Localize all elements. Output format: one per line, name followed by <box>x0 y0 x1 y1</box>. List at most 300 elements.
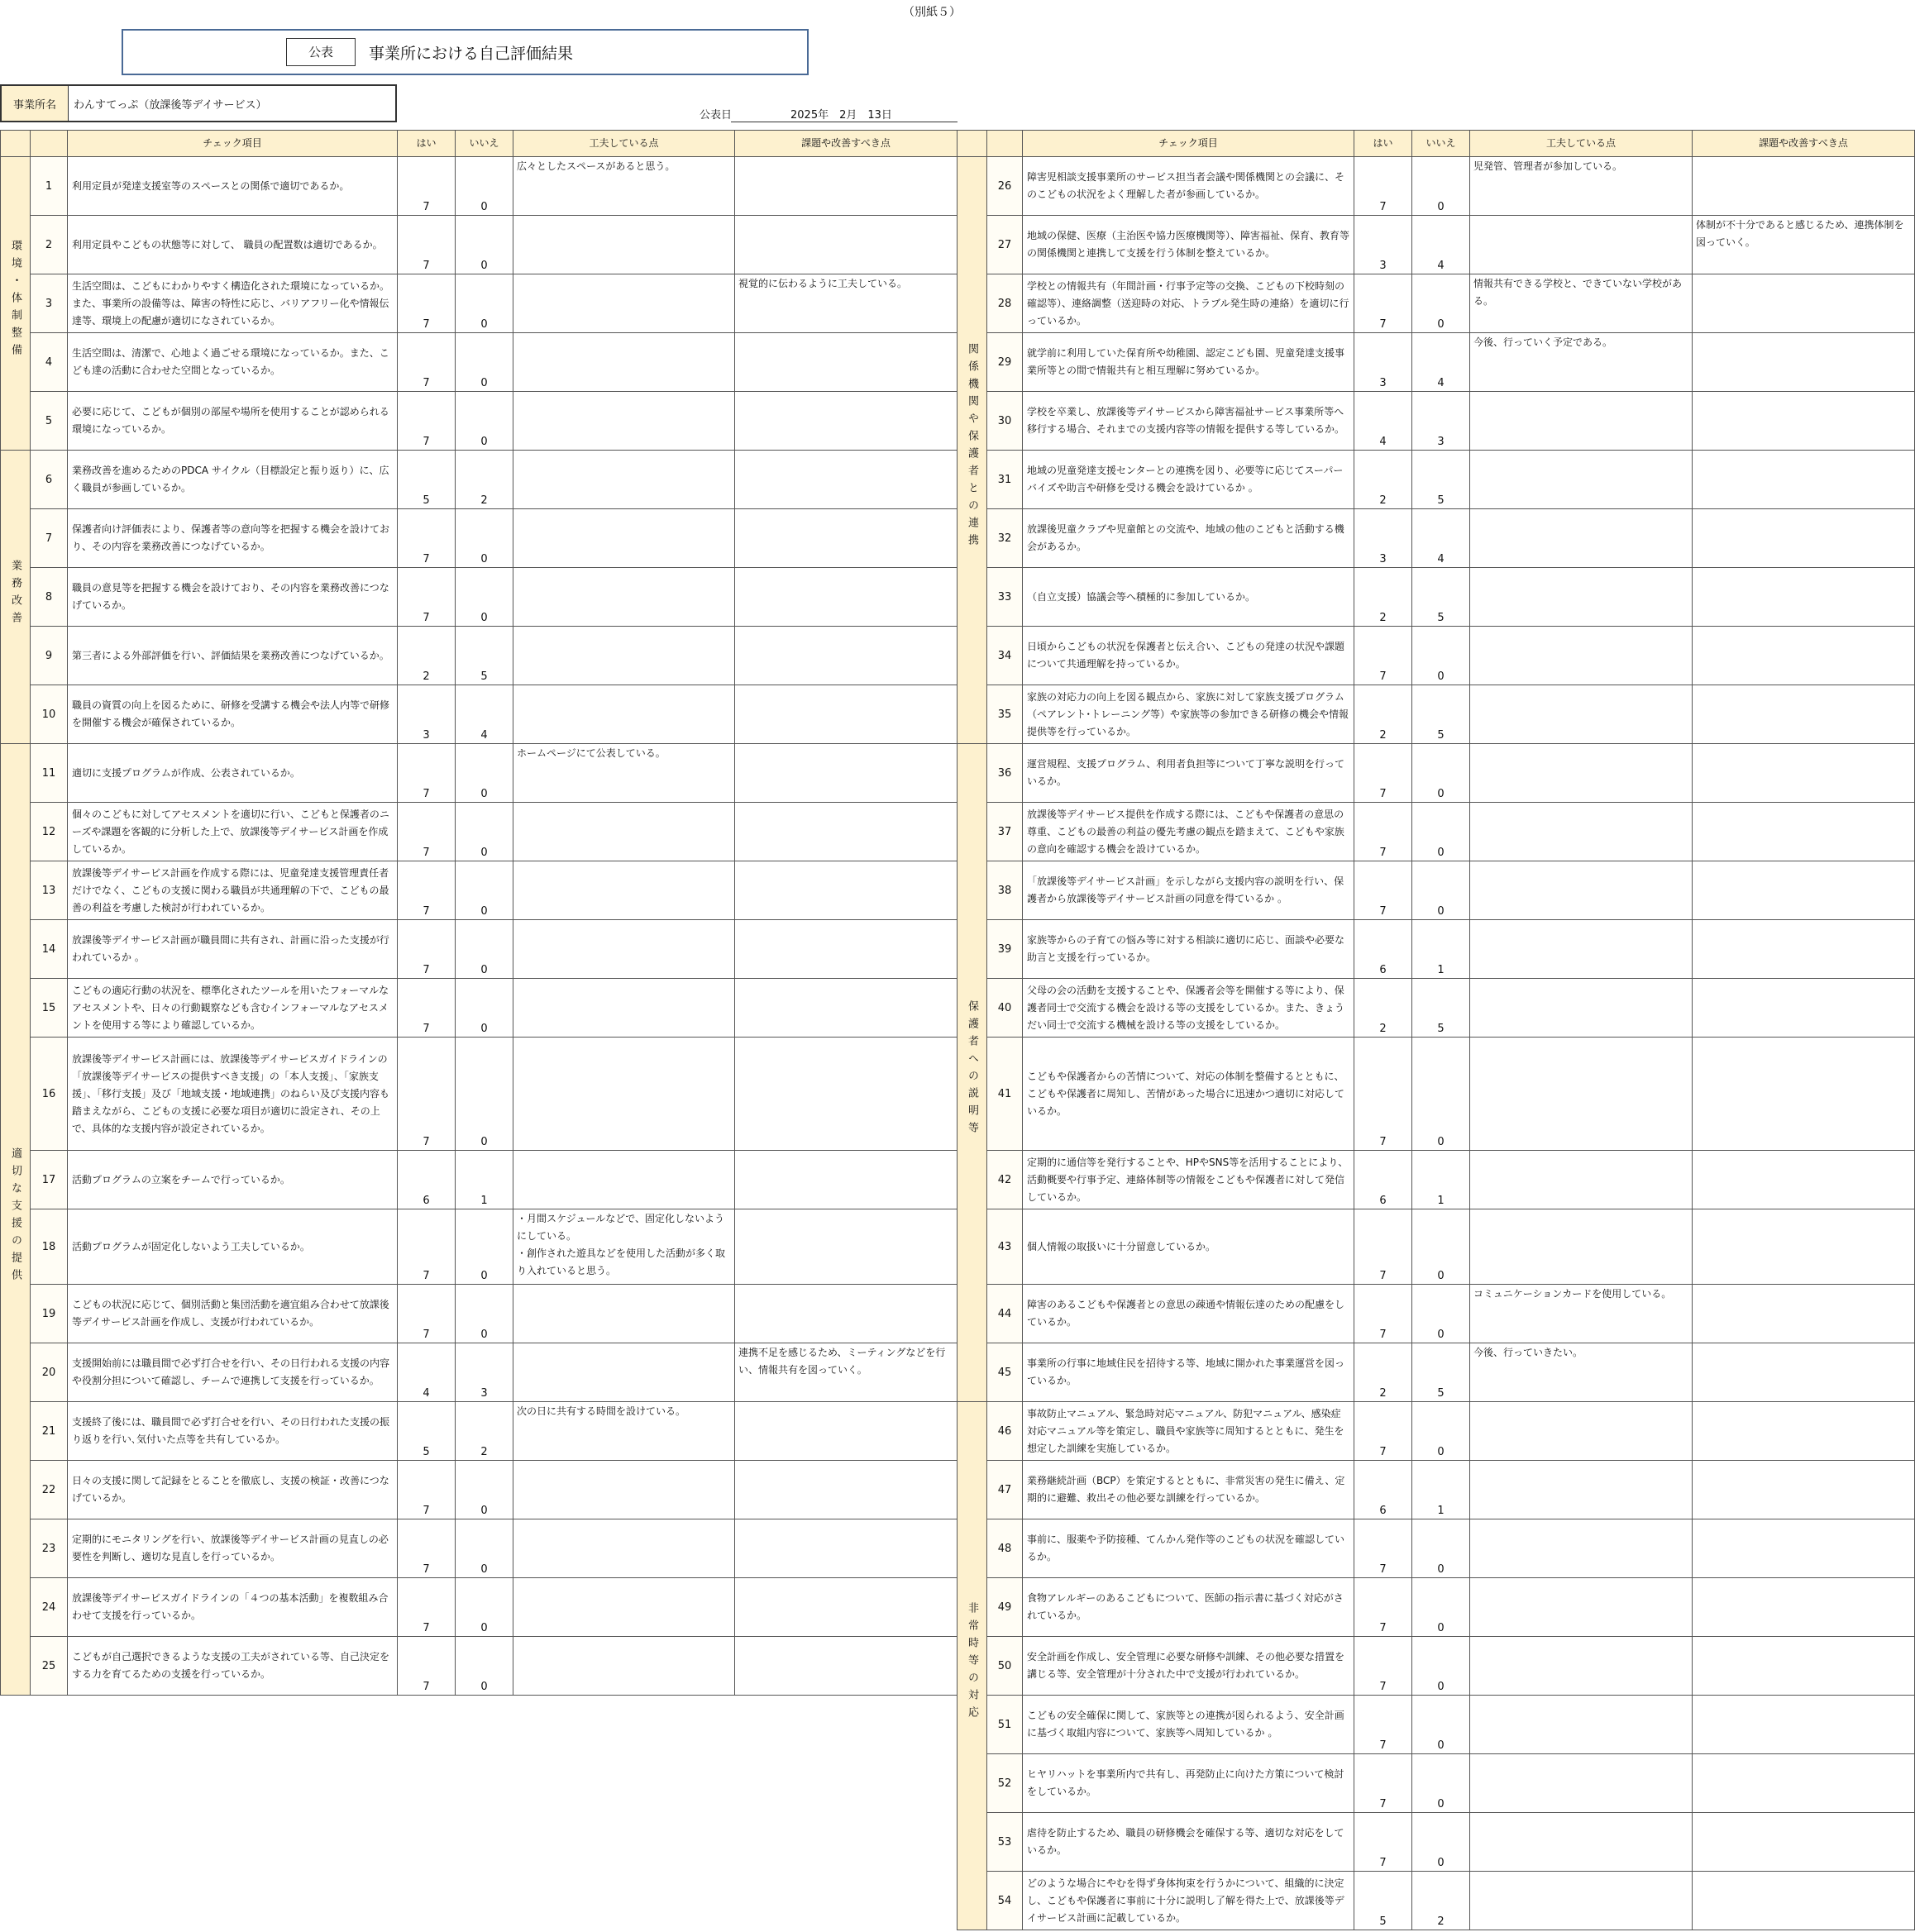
item-number: 14 <box>31 920 68 979</box>
yes-count: 7 <box>1354 744 1412 803</box>
yes-count: 7 <box>398 1209 456 1285</box>
good-point-note <box>1470 216 1693 274</box>
good-point-note <box>513 1519 735 1578</box>
issue-note <box>1693 1813 1915 1872</box>
yes-count: 7 <box>1354 157 1412 216</box>
yes-count: 7 <box>398 509 456 568</box>
good-point-note <box>1470 568 1693 627</box>
item-number: 45 <box>987 1343 1023 1402</box>
good-point-note <box>513 920 735 979</box>
check-item-text: 生活空間は、清潔で、心地よく過ごせる環境になっているか。また、こども達の活動に合わせた空間となっているか。 <box>68 333 398 392</box>
issue-note <box>1693 685 1915 744</box>
yes-count: 2 <box>1354 1343 1412 1402</box>
check-item-text: 活動プログラムが固定化しないよう工夫しているか。 <box>68 1209 398 1285</box>
item-number: 4 <box>31 333 68 392</box>
no-count: 0 <box>456 1461 513 1519</box>
item-number: 37 <box>987 803 1023 861</box>
check-item-text: こどもや保護者からの苦情について、対応の体制を整備するとともに、こどもや保護者に周知し、苦情があった場合に迅速かつ適切に対応しているか。 <box>1023 1038 1354 1151</box>
table-row <box>1 1637 958 1696</box>
check-item-text: 個々のこどもに対してアセスメントを適切に行い、こどもと保護者のニーズや課題を客観的に分析した上で、放課後等デイサービス計画を作成しているか。 <box>68 803 398 861</box>
check-item-text: 活動プログラムの立案をチームで行っているか。 <box>68 1151 398 1209</box>
no-count: 4 <box>1412 216 1470 274</box>
good-point-note <box>513 333 735 392</box>
no-count: 0 <box>456 1637 513 1696</box>
issue-note <box>1693 627 1915 685</box>
issue-note <box>735 744 958 803</box>
issue-note <box>735 685 958 744</box>
yes-count: 6 <box>1354 1461 1412 1519</box>
check-item-text: 定期的に通信等を発行することや、HPやSNS等を活用することにより、活動概要や行事予定、連絡体制等の情報をこどもや保護者に対して発信しているか。 <box>1023 1151 1354 1209</box>
issue-note <box>1693 979 1915 1038</box>
item-number: 52 <box>987 1754 1023 1813</box>
page-title: 事業所における自己評価結果 <box>369 45 574 63</box>
no-count: 0 <box>456 392 513 451</box>
table-row <box>1 451 958 509</box>
no-count: 0 <box>1412 627 1470 685</box>
no-count: 0 <box>456 274 513 333</box>
check-item-text: 父母の会の活動を支援することや、保護者会等を開催する等により、保護者同士で交流する機会を設ける等の支援をしているか。また、きょうだい同士で交流する機械を設ける等の支援をしているか。 <box>1023 979 1354 1038</box>
check-item-text: こどもの安全確保に関して、家族等との連携が図られるよう、安全計画に基づく取組内容について、家族等へ周知しているか 。 <box>1023 1696 1354 1754</box>
check-item-text: 適切に支援プログラムが作成、公表されているか。 <box>68 744 398 803</box>
issue-note <box>1693 1872 1915 1930</box>
item-number: 23 <box>31 1519 68 1578</box>
yes-count: 7 <box>398 803 456 861</box>
issue-note <box>1693 1151 1915 1209</box>
good-point-note: コミュニケーションカードを使用している。 <box>1470 1285 1693 1343</box>
no-count: 4 <box>1412 333 1470 392</box>
item-number: 50 <box>987 1637 1023 1696</box>
item-number: 8 <box>31 568 68 627</box>
item-number: 28 <box>987 274 1023 333</box>
no-count: 0 <box>456 1285 513 1343</box>
issue-note <box>1693 1754 1915 1813</box>
item-number: 26 <box>987 157 1023 216</box>
check-item-text: 障害児相談支援事業所のサービス担当者会議や関係機関との会議に、そのこどもの状況をよく理解した者が参画しているか。 <box>1023 157 1354 216</box>
yes-count: 7 <box>398 216 456 274</box>
yes-count: 6 <box>1354 920 1412 979</box>
table-row <box>1 1578 958 1637</box>
table-row <box>958 1038 1915 1151</box>
header-check-item: チェック項目 <box>1023 131 1354 157</box>
header-no: いいえ <box>456 131 513 157</box>
check-item-text: 保護者向け評価表により、保護者等の意向等を把握する機会を設けており、その内容を業務改善につなげているか。 <box>68 509 398 568</box>
yes-count: 7 <box>1354 1754 1412 1813</box>
item-number: 5 <box>31 392 68 451</box>
good-point-note <box>513 392 735 451</box>
category-label: 業務改善 <box>9 559 21 629</box>
issue-note <box>735 1637 958 1696</box>
yes-count: 7 <box>398 744 456 803</box>
table-row <box>958 568 1915 627</box>
item-number: 32 <box>987 509 1023 568</box>
no-count: 0 <box>1412 861 1470 920</box>
yes-count: 7 <box>1354 1578 1412 1637</box>
check-item-text: 日々の支援に関して記録をとることを徹底し、支援の検証・改善につなげているか。 <box>68 1461 398 1519</box>
check-item-text: こどもの状況に応じて、個別活動と集団活動を適宜組み合わせて放課後等デイサービス計画を作成し、支援が行われているか。 <box>68 1285 398 1343</box>
table-row <box>958 1519 1915 1578</box>
item-number: 24 <box>31 1578 68 1637</box>
issue-note <box>735 157 958 216</box>
issue-note <box>735 1461 958 1519</box>
item-number: 31 <box>987 451 1023 509</box>
issue-note <box>735 1402 958 1461</box>
issue-note <box>735 333 958 392</box>
item-number: 7 <box>31 509 68 568</box>
check-item-text: 生活空間は、こどもにわかりやすく構造化された環境になっているか。また、事業所の設備等は、障害の特性に応じ、バリアフリー化や情報伝達等、環境上の配慮が適切になされているか。 <box>68 274 398 333</box>
table-row <box>958 1578 1915 1637</box>
table-row <box>1 1343 958 1402</box>
good-point-note <box>1470 1637 1693 1696</box>
no-count: 1 <box>1412 920 1470 979</box>
issue-note <box>735 1578 958 1637</box>
category-label: 関係機関や保護者との連携 <box>966 343 978 551</box>
good-point-note <box>1470 1578 1693 1637</box>
good-point-note <box>513 568 735 627</box>
good-point-note <box>1470 920 1693 979</box>
issue-note <box>1693 1519 1915 1578</box>
check-item-text: 放課後等デイサービス計画が職員間に共有され、計画に沿った支援が行われているか 。 <box>68 920 398 979</box>
table-row <box>958 333 1915 392</box>
check-item-text: 放課後等デイサービス計画には、放課後等デイサービスガイドラインの「放課後等デイサービスの提供すべき支援」の「本人支援」、「家族支援」、「移行支援」及び「地域支援・地域連携」のねらい及び支援内容も踏まえながら、こどもの支援に必要な項目が適切に設定され、その上で、具体的な支援内容が設定されているか。 <box>68 1038 398 1151</box>
table-row <box>958 861 1915 920</box>
header-issues: 課題や改善すべき点 <box>1693 131 1915 157</box>
table-row <box>958 627 1915 685</box>
yes-count: 7 <box>398 979 456 1038</box>
good-point-note: 児発管、管理者が参加している。 <box>1470 157 1693 216</box>
item-number: 46 <box>987 1402 1023 1461</box>
issue-note: 視覚的に伝わるように工夫している。 <box>735 274 958 333</box>
yes-count: 7 <box>398 861 456 920</box>
good-point-note: ・月間スケジュールなどで、固定化しないようにしている。 ・創作された遊具などを使用した活動が多く取り入れていると思う。 <box>513 1209 735 1285</box>
good-point-note <box>513 685 735 744</box>
check-item-text: 放課後等デイサービス計画を作成する際には、児童発達支援管理責任者だけでなく、こどもの支援に関わる職員が共通理解の下で、こどもの最善の利益を考慮した検討が行われているか。 <box>68 861 398 920</box>
yes-count: 7 <box>398 1637 456 1696</box>
yes-count: 5 <box>398 451 456 509</box>
header-category <box>1 131 31 157</box>
good-point-note <box>1470 979 1693 1038</box>
header-good-points: 工夫している点 <box>1470 131 1693 157</box>
item-number: 27 <box>987 216 1023 274</box>
table-row <box>1 861 958 920</box>
publication-badge: 公表 <box>286 38 356 66</box>
table-row <box>1 979 958 1038</box>
no-count: 0 <box>456 979 513 1038</box>
table-row <box>1 157 958 216</box>
good-point-note <box>513 627 735 685</box>
no-count: 0 <box>456 803 513 861</box>
no-count: 0 <box>1412 1402 1470 1461</box>
yes-count: 7 <box>1354 1402 1412 1461</box>
good-point-note <box>513 861 735 920</box>
no-count: 0 <box>456 568 513 627</box>
check-item-text: 職員の資質の向上を図るために、研修を受講する機会や法人内等で研修を開催する機会が確保されているか。 <box>68 685 398 744</box>
yes-count: 7 <box>398 1285 456 1343</box>
issue-note <box>735 1209 958 1285</box>
check-item-text: 第三者による外部評価を行い、評価結果を業務改善につなげているか。 <box>68 627 398 685</box>
no-count: 4 <box>456 685 513 744</box>
table-row <box>958 1813 1915 1872</box>
good-point-note <box>1470 685 1693 744</box>
item-number: 34 <box>987 627 1023 685</box>
yes-count: 7 <box>398 1519 456 1578</box>
check-item-text: 利用定員が発達支援室等のスペースとの関係で適切であるか。 <box>68 157 398 216</box>
issue-note <box>735 1519 958 1578</box>
header-number <box>987 131 1023 157</box>
good-point-note <box>513 274 735 333</box>
issue-note <box>1693 392 1915 451</box>
item-number: 39 <box>987 920 1023 979</box>
item-number: 17 <box>31 1151 68 1209</box>
issue-note <box>1693 1637 1915 1696</box>
issue-note <box>735 568 958 627</box>
good-point-note <box>513 803 735 861</box>
header-row <box>958 131 1915 157</box>
issue-note <box>1693 1343 1915 1402</box>
issue-note <box>735 216 958 274</box>
no-count: 5 <box>1412 685 1470 744</box>
table-row <box>1 274 958 333</box>
yes-count: 7 <box>398 157 456 216</box>
issue-note <box>1693 803 1915 861</box>
table-row <box>1 1038 958 1151</box>
check-item-text: 障害のあるこどもや保護者との意思の疎通や情報伝達のための配慮をしているか。 <box>1023 1285 1354 1343</box>
check-item-text: 安全計画を作成し、安全管理に必要な研修や訓練、その他必要な措置を講じる等、安全管理が十分された中で支援が行われているか。 <box>1023 1637 1354 1696</box>
table-row <box>958 1696 1915 1754</box>
good-point-note <box>513 1461 735 1519</box>
no-count: 0 <box>456 157 513 216</box>
issue-note <box>735 920 958 979</box>
table-row <box>1 685 958 744</box>
issue-note <box>735 1285 958 1343</box>
yes-count: 4 <box>1354 392 1412 451</box>
item-number: 44 <box>987 1285 1023 1343</box>
check-item-text: 地域の保健、医療（主治医や協力医療機関等）、障害福祉、保育、教育等の関係機関と連携して支援を行う体制を整えているか。 <box>1023 216 1354 274</box>
issue-note <box>1693 451 1915 509</box>
good-point-note <box>513 1343 735 1402</box>
table-row <box>958 979 1915 1038</box>
item-number: 9 <box>31 627 68 685</box>
item-number: 33 <box>987 568 1023 627</box>
no-count: 0 <box>1412 1038 1470 1151</box>
good-point-note <box>1470 1519 1693 1578</box>
issue-note <box>735 803 958 861</box>
check-item-text: 学校との情報共有（年間計画・行事予定等の交換、こどもの下校時刻の確認等）、連絡調整（送迎時の対応、トラブル発生時の連絡）を適切に行っているか。 <box>1023 274 1354 333</box>
yes-count: 5 <box>1354 1872 1412 1930</box>
good-point-note <box>1470 1209 1693 1285</box>
yes-count: 7 <box>1354 1209 1412 1285</box>
item-number: 53 <box>987 1813 1023 1872</box>
office-box <box>0 84 397 122</box>
no-count: 0 <box>456 1519 513 1578</box>
table-row <box>958 1754 1915 1813</box>
yes-count: 7 <box>398 1461 456 1519</box>
good-point-note <box>513 216 735 274</box>
check-item-text: こどもが自己選択できるような支援の工夫がされている等、自己決定をする力を育てるための支援を行っているか。 <box>68 1637 398 1696</box>
good-point-note <box>513 1038 735 1151</box>
yes-count: 2 <box>398 627 456 685</box>
item-number: 15 <box>31 979 68 1038</box>
check-item-text: 支援終了後には、職員間で必ず打合せを行い、その日行われた支援の振り返りを行い､気付いた点等を共有しているか。 <box>68 1402 398 1461</box>
table-row <box>958 1461 1915 1519</box>
good-point-note <box>1470 451 1693 509</box>
no-count: 0 <box>1412 1285 1470 1343</box>
yes-count: 7 <box>398 274 456 333</box>
issue-note <box>1693 1209 1915 1285</box>
check-item-text: 利用定員やこどもの状態等に対して、 職員の配置数は適切であるか。 <box>68 216 398 274</box>
table-row <box>1 803 958 861</box>
issue-note <box>1693 509 1915 568</box>
check-item-text: ヒヤリハットを事業所内で共有し、再発防止に向けた方策について検討をしているか。 <box>1023 1754 1354 1813</box>
check-item-text: 日頃からこどもの状況を保護者と伝え合い、こどもの発達の状況や課題について共通理解を持っているか。 <box>1023 627 1354 685</box>
no-count: 0 <box>1412 803 1470 861</box>
yes-count: 7 <box>398 568 456 627</box>
item-number: 43 <box>987 1209 1023 1285</box>
item-number: 19 <box>31 1285 68 1343</box>
check-item-text: 放課後等デイサービス提供を作成する際には、こどもや保護者の意思の尊重、こどもの最善の利益の優先考慮の観点を踏まえて、こどもや家族の意向を確認する機会を設けているか。 <box>1023 803 1354 861</box>
issue-note <box>1693 1696 1915 1754</box>
check-item-text: 食物アレルギーのあるこどもについて、医師の指示書に基づく対応がされているか。 <box>1023 1578 1354 1637</box>
check-item-text: こどもの適応行動の状況を、標準化されたツールを用いたフォーマルなアセスメントや、日々の行動観察なども含むインフォーマルなアセスメントを使用する等により確認しているか。 <box>68 979 398 1038</box>
no-count: 2 <box>456 451 513 509</box>
table-row <box>958 451 1915 509</box>
good-point-note <box>1470 1872 1693 1930</box>
issue-note <box>735 451 958 509</box>
good-point-note <box>513 1578 735 1637</box>
item-number: 18 <box>31 1209 68 1285</box>
item-number: 2 <box>31 216 68 274</box>
yes-count: 3 <box>1354 216 1412 274</box>
yes-count: 2 <box>1354 451 1412 509</box>
no-count: 0 <box>1412 157 1470 216</box>
category-cell <box>1 451 31 744</box>
issue-note <box>735 509 958 568</box>
yes-count: 7 <box>1354 861 1412 920</box>
yes-count: 3 <box>1354 333 1412 392</box>
check-item-text: 職員の意見等を把握する機会を設けており、その内容を業務改善につなげているか。 <box>68 568 398 627</box>
header-number <box>31 131 68 157</box>
category-label: 適切な支援の提供 <box>9 1147 21 1286</box>
good-point-note <box>513 979 735 1038</box>
good-point-note <box>1470 1754 1693 1813</box>
header-category <box>958 131 987 157</box>
check-item-text: 個人情報の取扱いに十分留意しているか。 <box>1023 1209 1354 1285</box>
good-point-note <box>1470 744 1693 803</box>
good-point-note <box>1470 1461 1693 1519</box>
table-row <box>958 392 1915 451</box>
publication-date: 2025年 2月 13日 <box>790 109 892 122</box>
check-item-text: 放課後児童クラブや児童館との交流や、地域の他のこどもと活動する機会があるか。 <box>1023 509 1354 568</box>
good-point-note <box>1470 1696 1693 1754</box>
table-row <box>1 1519 958 1578</box>
yes-count: 2 <box>1354 979 1412 1038</box>
check-item-text: 家族等からの子育ての悩み等に対する相談に適切に応じ、面談や必要な助言と支援を行っているか。 <box>1023 920 1354 979</box>
item-number: 16 <box>31 1038 68 1151</box>
issue-note <box>735 861 958 920</box>
header-yes: はい <box>398 131 456 157</box>
category-cell <box>1 157 31 451</box>
issue-note <box>735 1151 958 1209</box>
no-count: 0 <box>1412 1578 1470 1637</box>
good-point-note <box>1470 1813 1693 1872</box>
no-count: 0 <box>456 1038 513 1151</box>
table-row <box>958 920 1915 979</box>
category-label: 環境・体制整備 <box>9 240 21 361</box>
table-row <box>958 685 1915 744</box>
good-point-note <box>1470 861 1693 920</box>
yes-count: 6 <box>398 1151 456 1209</box>
no-count: 1 <box>456 1151 513 1209</box>
check-item-text: 事故防止マニュアル、緊急時対応マニュアル、防犯マニュアル、感染症対応マニュアル等を策定し、職員や家族等に周知するとともに、発生を想定した訓練を実施しているか。 <box>1023 1402 1354 1461</box>
yes-count: 2 <box>1354 568 1412 627</box>
yes-count: 5 <box>398 1402 456 1461</box>
table-row <box>1 333 958 392</box>
no-count: 3 <box>1412 392 1470 451</box>
yes-count: 7 <box>1354 1696 1412 1754</box>
good-point-note: 今後、行っていきたい。 <box>1470 1343 1693 1402</box>
good-point-note: 広々としたスペースがあると思う。 <box>513 157 735 216</box>
yes-count: 2 <box>1354 685 1412 744</box>
table-row <box>958 216 1915 274</box>
table-row <box>958 1209 1915 1285</box>
no-count: 0 <box>1412 274 1470 333</box>
item-number: 35 <box>987 685 1023 744</box>
no-count: 0 <box>1412 1209 1470 1285</box>
item-number: 54 <box>987 1872 1023 1930</box>
table-row <box>958 744 1915 803</box>
item-number: 1 <box>31 157 68 216</box>
good-point-note: ホームページにて公表している。 <box>513 744 735 803</box>
check-item-text: 運営規程、支援プログラム、利用者負担等について丁寧な説明を行っているか。 <box>1023 744 1354 803</box>
check-item-text: 事前に、服薬や予防接種、てんかん発作等のこどもの状況を確認しているか。 <box>1023 1519 1354 1578</box>
no-count: 0 <box>1412 1754 1470 1813</box>
header-row <box>1 131 958 157</box>
table-row <box>1 920 958 979</box>
item-number: 40 <box>987 979 1023 1038</box>
check-item-text: どのような場合にやむを得ず身体拘束を行うかについて、組織的に決定し、こどもや保護者に事前に十分に説明し了解を得た上で、放課後等デイサービス計画に記載しているか。 <box>1023 1872 1354 1930</box>
table-row <box>958 1151 1915 1209</box>
no-count: 5 <box>456 627 513 685</box>
issue-note <box>1693 568 1915 627</box>
category-cell <box>958 744 987 1402</box>
item-number: 25 <box>31 1637 68 1696</box>
item-number: 20 <box>31 1343 68 1402</box>
table-row <box>958 1872 1915 1930</box>
item-number: 6 <box>31 451 68 509</box>
issue-note: 連携不足を感じるため、ミーティングなどを行い、情報共有を図っていく。 <box>735 1343 958 1402</box>
table-row <box>1 392 958 451</box>
check-item-text: 必要に応じて、こどもが個別の部屋や場所を使用することが認められる環境になっているか。 <box>68 392 398 451</box>
issue-note <box>1693 1402 1915 1461</box>
check-item-text: 支援開始前には職員間で必ず打合せを行い、その日行われる支援の内容や役割分担について確認し、チームで連携して支援を行っているか。 <box>68 1343 398 1402</box>
no-count: 0 <box>456 216 513 274</box>
good-point-note <box>513 509 735 568</box>
no-count: 0 <box>456 861 513 920</box>
no-count: 1 <box>1412 1151 1470 1209</box>
yes-count: 7 <box>1354 274 1412 333</box>
item-number: 47 <box>987 1461 1023 1519</box>
no-count: 0 <box>1412 1813 1470 1872</box>
check-item-text: 就学前に利用していた保育所や幼稚園、認定こども園、児童発達支援事業所等との間で情報共有と相互理解に努めているか。 <box>1023 333 1354 392</box>
no-count: 2 <box>456 1402 513 1461</box>
table-row <box>1 1151 958 1209</box>
title-box <box>122 29 809 75</box>
yes-count: 7 <box>1354 1519 1412 1578</box>
table-row <box>1 509 958 568</box>
item-number: 36 <box>987 744 1023 803</box>
table-row <box>958 1285 1915 1343</box>
good-point-note <box>1470 1038 1693 1151</box>
table-row <box>1 568 958 627</box>
